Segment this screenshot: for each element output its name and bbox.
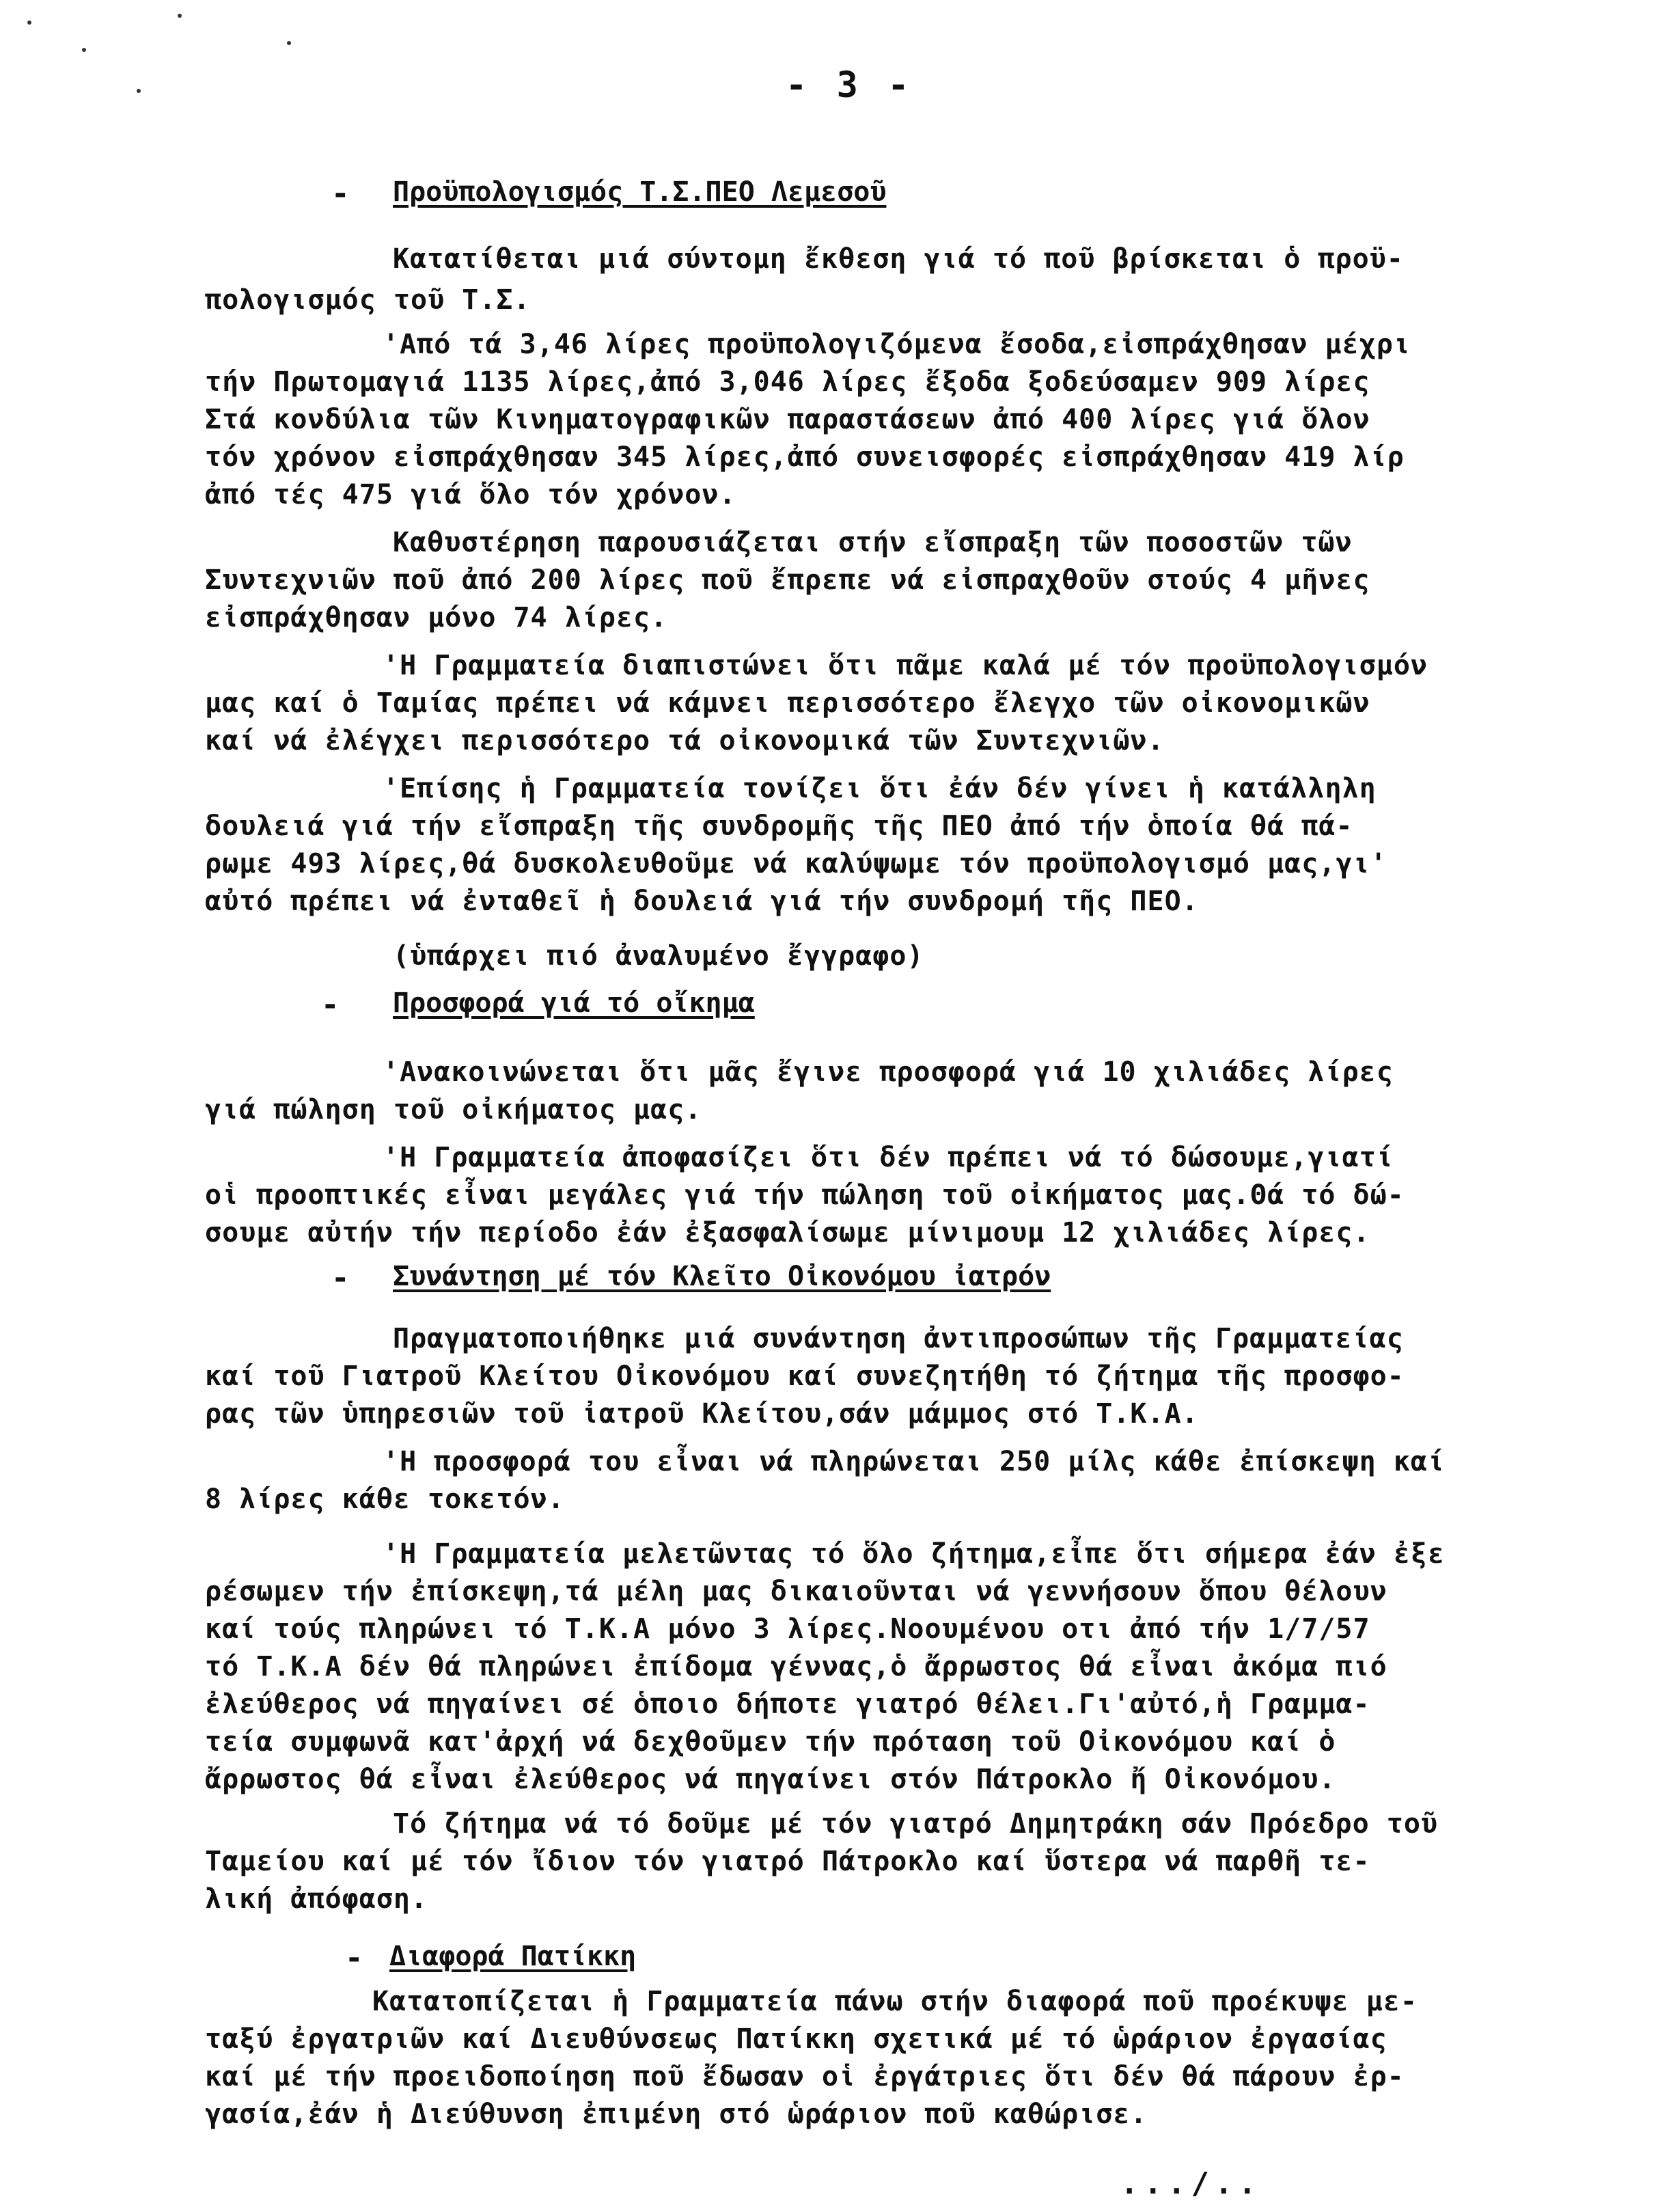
- text-line: ἀπό τές 475 γιά ὅλο τόν χρόνον.: [205, 479, 736, 510]
- text-line: Κατατίθεται μιά σύντομη ἔκθεση γιά τό ποῦ βρίσκεται ὁ προϋ-: [393, 243, 1404, 275]
- section-dash: -: [331, 1261, 350, 1296]
- text-line: τό Τ.Κ.Α δέν θά πληρώνει ἐπίδομα γέννας,ὁ ἄρρωστος θά εἶναι ἀκόμα πιό: [205, 1651, 1387, 1682]
- section-heading-meeting: Συνάντηση μέ τόν Κλεῖτο Οἰκονόμου ἰατρόν: [393, 1261, 1051, 1292]
- section-dash: -: [331, 176, 350, 211]
- text-line: 'Επίσης ἡ Γραμματεία τονίζει ὅτι ἐάν δέν γίνει ἡ κατάλληλη: [383, 773, 1377, 804]
- text-line: Τό ζήτημα νά τό δοῦμε μέ τόν γιατρό Δημητράκη σάν Πρόεδρο τοῦ: [393, 1808, 1439, 1840]
- section-dash: -: [345, 1941, 363, 1976]
- scan-speck: [27, 21, 31, 25]
- section-heading-offer: Προσφορά γιά τό οἴκημα: [393, 987, 755, 1019]
- text-line: τεία συμφωνᾶ κατ'ἀρχή νά δεχθοῦμεν τήν πρόταση τοῦ Οἰκονόμου καί ὁ: [205, 1726, 1336, 1758]
- scan-speck: [82, 48, 86, 52]
- text-line: ρας τῶν ὑπηρεσιῶν τοῦ ἰατροῦ Κλείτου,σάν μάμμος στό Τ.Κ.Α.: [205, 1398, 1199, 1430]
- text-line: (ὑπάρχει πιό ἀναλυμένο ἔγγραφο): [393, 940, 924, 972]
- text-line: μας καί ὁ Ταμίας πρέπει νά κάμνει περισσότερο ἔλεγχο τῶν οἰκονομικῶν: [205, 687, 1370, 719]
- text-line: ἐλεύθερος νά πηγαίνει σέ ὁποιο δήποτε γιατρό θέλει.Γι'αὐτό,ἡ Γραμμα-: [205, 1689, 1370, 1720]
- text-line: 'Η Γραμματεία διαπιστώνει ὅτι πᾶμε καλά μέ τόν προϋπολογισμόν: [383, 650, 1428, 681]
- text-line: καί νά ἐλέγχει περισσότερο τά οἰκονομικά τῶν Συντεχνιῶν.: [205, 725, 1165, 756]
- text-line: ρέσωμεν τήν ἐπίσκεψη,τά μέλη μας δικαιοῦνται νά γεννήσουν ὅπου θέλουν: [205, 1576, 1387, 1607]
- scan-speck: [287, 41, 291, 45]
- text-line: δουλειά γιά τήν εἴσπραξη τῆς συνδρομῆς τῆς ΠΕΟ ἀπό τήν ὁποία θά πά-: [205, 810, 1353, 842]
- text-line: καί τοῦ Γιατροῦ Κλείτου Οἰκονόμου καί συνεζητήθη τό ζήτημα τῆς προσφο-: [205, 1361, 1405, 1392]
- section-heading-dispute: Διαφορά Πατίκκη: [389, 1941, 637, 1972]
- text-line: Κατατοπίζεται ἡ Γραμματεία πάνω στήν διαφορά ποῦ προέκυψε με-: [372, 1986, 1418, 2017]
- text-line: τόν χρόνον εἰσπράχθησαν 345 λίρες,ἀπό συνεισφορές εἰσπράχθησαν 419 λίρ: [205, 441, 1405, 473]
- text-line: 'Η Γραμματεία ἀποφασίζει ὅτι δέν πρέπει νά τό δώσουμε,γιατί: [383, 1142, 1394, 1173]
- text-line: ρωμε 493 λίρες,θά δυσκολευθοῦμε νά καλύψωμε τόν προϋπολογισμό μας,γι': [205, 848, 1387, 879]
- text-line: Πραγματοποιήθηκε μιά συνάντηση ἀντιπροσώπων τῆς Γραμματείας: [393, 1323, 1404, 1354]
- section-dash: -: [321, 987, 340, 1022]
- text-line: γιά πώληση τοῦ οἰκήματος μας.: [205, 1094, 702, 1125]
- text-line: οἱ προοπτικές εἶναι μεγάλες γιά τήν πώληση τοῦ οἰκήματος μας.Θά τό δώ-: [205, 1179, 1405, 1211]
- text-line: ταξύ ἐργατριῶν καί Διευθύνσεως Πατίκκη σχετικά μέ τό ὡράριον ἐργασίας: [205, 2023, 1387, 2055]
- text-line: Ταμείου καί μέ τόν ἴδιον τόν γιατρό Πάτροκλο καί ὕστερα νά παρθῆ τε-: [205, 1846, 1370, 1877]
- section-heading-budget: Προϋπολογισμός Τ.Σ.ΠΕΟ Λεμεσοῦ: [393, 176, 887, 208]
- text-line: 8 λίρες κάθε τοκετόν.: [205, 1484, 565, 1515]
- text-line: Καθυστέρηση παρουσιάζεται στήν εἴσπραξη τῶν ποσοστῶν τῶν: [393, 527, 1353, 558]
- text-line: 'Η προσφορά του εἶναι νά πληρώνεται 250 μίλς κάθε ἐπίσκεψη καί: [383, 1446, 1446, 1477]
- text-line: λική ἀπόφαση.: [205, 1883, 428, 1915]
- text-line: καί τούς πληρώνει τό Τ.Κ.Α μόνο 3 λίρες.Νοουμένου οτι ἀπό τήν 1/7/57: [205, 1613, 1370, 1645]
- scan-speck: [137, 89, 141, 93]
- text-line: γασία,ἐάν ἡ Διεύθυνση ἐπιμένη στό ὡράριον ποῦ καθώρισε.: [205, 2099, 1148, 2130]
- text-line: καί μέ τήν προειδοποίηση ποῦ ἔδωσαν οἱ ἐργάτριες ὅτι δέν θά πάρουν ἐρ-: [205, 2061, 1405, 2092]
- text-line: 'Από τά 3,46 λίρες προϋπολογιζόμενα ἔσοδα,εἰσπράχθησαν μέχρι: [383, 329, 1411, 360]
- text-line: 'Ανακοινώνεται ὅτι μᾶς ἔγινε προσφορά γιά 10 χιλιάδες λίρες: [383, 1056, 1394, 1088]
- text-line: εἰσπράχθησαν μόνο 74 λίρες.: [205, 602, 668, 633]
- page-number: - 3 -: [786, 65, 913, 106]
- scan-speck: [178, 14, 182, 18]
- text-line: σουμε αὐτήν τήν περίοδο ἐάν ἐξασφαλίσωμε μίνιμουμ 12 χιλιάδες λίρες.: [205, 1217, 1370, 1248]
- text-line: 'Η Γραμματεία μελετῶντας τό ὅλο ζήτημα,εἶπε ὅτι σήμερα ἐάν ἐξε: [383, 1538, 1446, 1570]
- continuation-mark: .../..: [1120, 2166, 1262, 2201]
- text-line: Στά κονδύλια τῶν Κινηματογραφικῶν παραστάσεων ἀπό 400 λίρες γιά ὅλον: [205, 404, 1370, 435]
- text-line: τήν Πρωτομαγιά 1135 λίρες,ἀπό 3,046 λίρες ἔξοδα ξοδεύσαμεν 909 λίρες: [205, 366, 1370, 398]
- text-line: πολογισμός τοῦ Τ.Σ.: [205, 284, 531, 316]
- text-line: Συντεχνιῶν ποῦ ἀπό 200 λίρες ποῦ ἔπρεπε νά εἰσπραχθοῦν στούς 4 μῆνες: [205, 564, 1370, 596]
- text-line: ἄρρωστος θά εἶναι ἐλεύθερος νά πηγαίνει στόν Πάτροκλο ἤ Οἰκονόμου.: [205, 1764, 1336, 1795]
- text-line: αὐτό πρέπει νά ἐνταθεῖ ἡ δουλειά γιά τήν συνδρομή τῆς ΠΕΟ.: [205, 886, 1199, 917]
